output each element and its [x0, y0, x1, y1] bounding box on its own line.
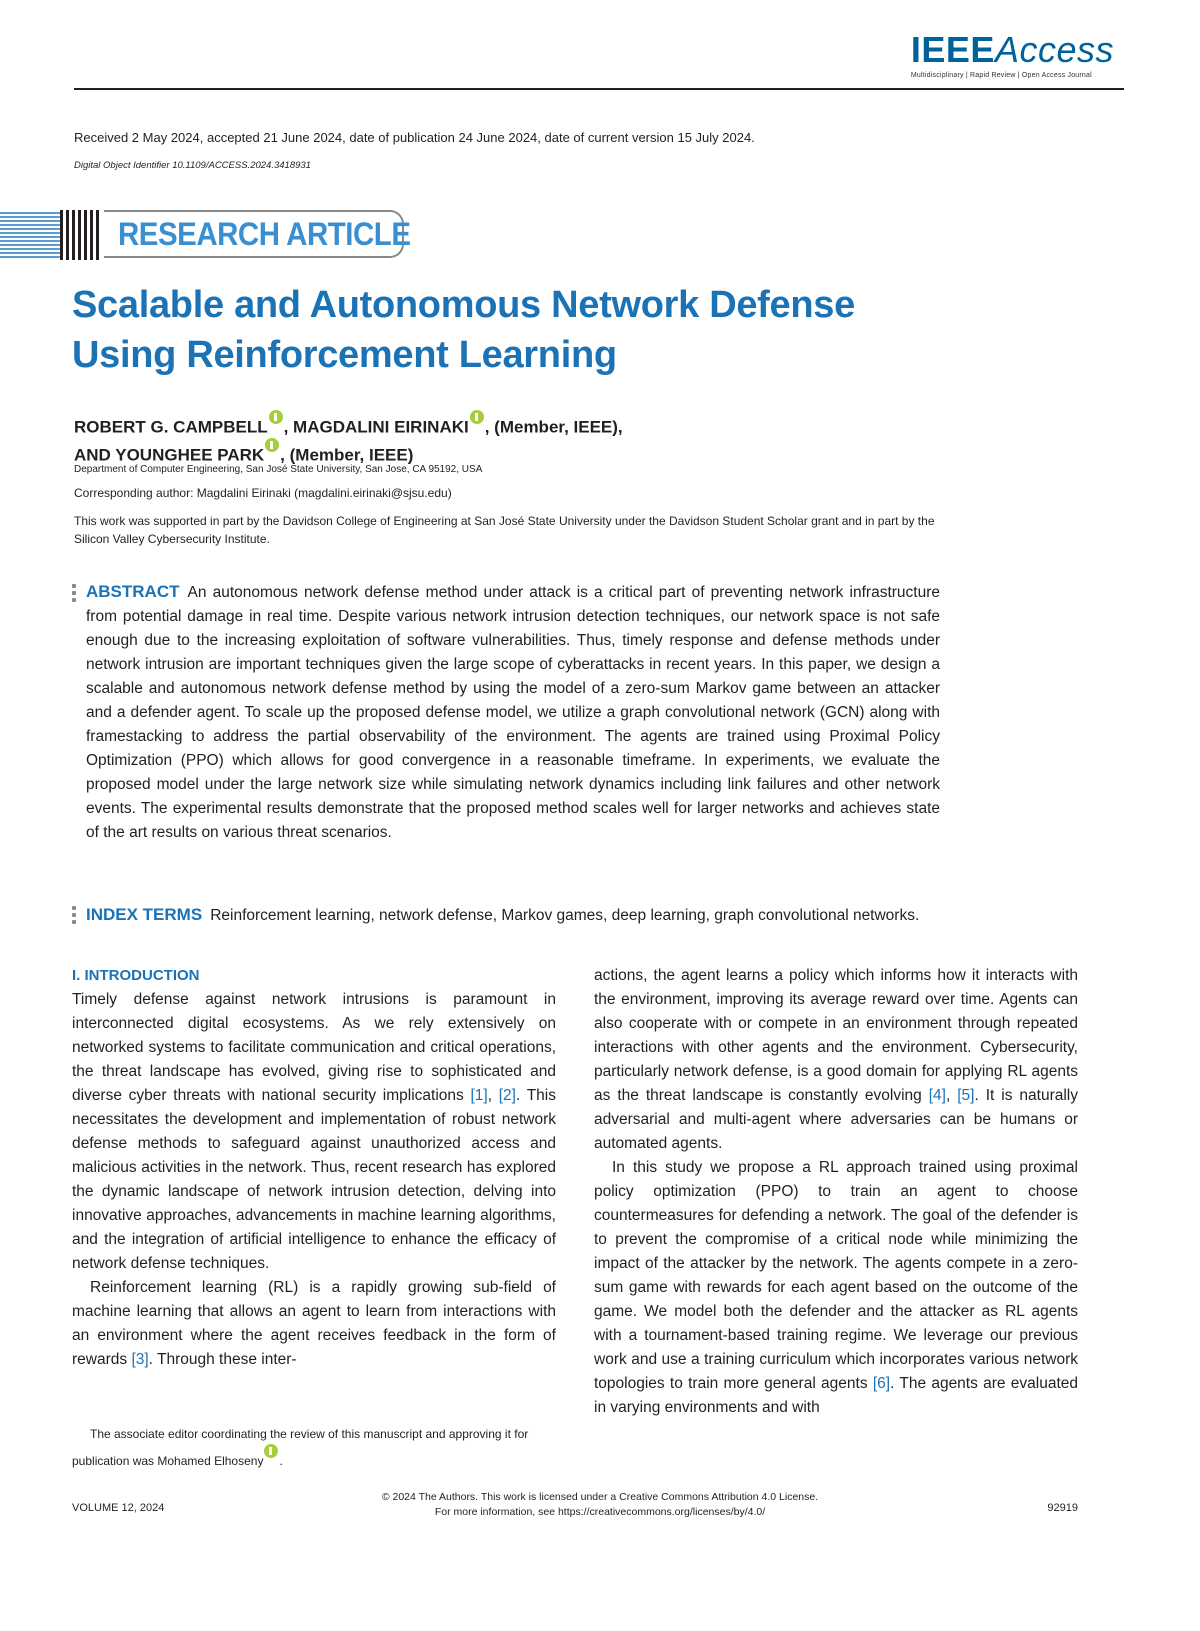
journal-logo — [910, 29, 1114, 79]
banner-bars — [60, 210, 102, 260]
intro-paragraph-3: In this study we propose a RL approach trained using proximal policy optimization (PPO) to train an agent to choose countermeasures for defending a network. The goal of the defender is to prevent the compromise of a critical node while minimizing the impact of the attacker by the network. The agents compete in a zero-sum game with rewards for each agent based on the outcome of the game. We model both the defender and the attacker as RL agents with a tournament-based training regime. We leverage our previous work and use a training curriculum which incorporates various network topologies to train more general agents [6]. The agents are evaluated in varying environments and with — [594, 1159, 1078, 1416]
logo-ieee: IEEE — [910, 29, 995, 70]
citation-link[interactable]: [2] — [498, 1087, 516, 1104]
author-park: AND YOUNGHEE PARK — [74, 445, 265, 465]
doi: Digital Object Identifier 10.1109/ACCESS.2024.3418931 — [74, 160, 311, 171]
page-number: 92919 — [1047, 1502, 1078, 1514]
orcid-icon[interactable] — [264, 1444, 278, 1458]
logo-tagline: Multidisciplinary | Rapid Review | Open Access Journal — [910, 72, 1092, 79]
index-terms-label: INDEX TERMS — [86, 905, 203, 924]
title-line-2: Using Reinforcement Learning — [72, 334, 617, 376]
index-terms — [86, 903, 940, 928]
abstract-dots-icon — [72, 584, 78, 605]
intro-paragraph-1: Timely defense against network intrusions is paramount in interconnected digital ecosystems. As we rely extensively on networked systems to facilitate communication and critical operations, the threat landscape has evolved, giving rise to sophisticated and diverse cyber threats with national security implications [1], [2]. This necessitates the development and implementation of robust network defense methods to safeguard against unauthorized access and malicious activities in the network. Thus, recent research has explored the dynamic landscape of network intrusion detection, delving into innovative approaches, advancements in machine learning algorithms, and the integration of artificial intelligence to enhance the efficacy of network defense techniques. — [72, 991, 556, 1272]
citation-link[interactable]: [6] — [872, 1375, 891, 1392]
author-eirinaki: , MAGDALINI EIRINAKI — [283, 417, 469, 437]
funding-note: This work was supported in part by the Davidson College of Engineering at San José State University under the Davidson Student Scholar grant and in part by the Silicon Valley Cybersecurity Institute. — [74, 514, 935, 546]
citation-link[interactable]: [3] — [131, 1351, 149, 1368]
header-divider — [74, 88, 1124, 90]
logo-access: Access — [994, 29, 1114, 70]
abstract-label: ABSTRACT — [86, 582, 180, 601]
section-heading: I. INTRODUCTION — [72, 967, 200, 984]
left-column — [72, 964, 556, 1372]
abstract — [86, 580, 940, 845]
intro-paragraph-2: Reinforcement learning (RL) is a rapidly growing sub-field of machine learning that allows an agent to learn from interactions with an environment where the agent receives feedback in the form of rewards [3]. Through these inter- — [72, 1279, 556, 1368]
volume-label: VOLUME 12, 2024 — [72, 1502, 165, 1514]
citation-link[interactable]: [5] — [957, 1087, 975, 1104]
title-line-1: Scalable and Autonomous Network Defense — [72, 284, 855, 326]
orcid-icon[interactable] — [470, 410, 484, 424]
abstract-text: An autonomous network defense method under attack is a critical part of preventing network infrastructure from potential damage in real time. Despite various network intrusion detection techniques, our network space is not safe enough due to the increasing exploitation of software vulnerabilities. Thus, timely response and defense methods under network intrusion are important techniques given the large scope of cyberattacks in recent years. In this paper, we design a scalable and autonomous network defense method by using the model of a zero-sum Markov game between an attacker and a defender agent. To scale up the proposed defense model, we utilize a graph convolutional network (GCN) along with framestacking to address the partial observability of the environment. The agents are trained using Proximal Policy Optimization (PPO) which allows for good convergence in a reasonable timeframe. In experiments, we evaluate the proposed model under the large network size while simulating network dynamics including link failures and other network events. The experimental results demonstrate that the proposed method scales well for larger networks and achieves state of the art results on various threat scenarios. — [86, 584, 940, 841]
license-notice — [0, 1490, 1200, 1520]
affiliation: Department of Computer Engineering, San José State University, San Jose, CA 95192, USA — [74, 464, 483, 475]
author-park-suffix: , (Member, IEEE) — [280, 445, 414, 465]
editor-footnote: The associate editor coordinating the review of this manuscript and approving it for publication was Mohamed Elhoseny . — [72, 1427, 529, 1468]
author-campbell: ROBERT G. CAMPBELL — [74, 417, 268, 437]
article-type-label: RESEARCH ARTICLE — [118, 216, 411, 252]
index-terms-text: Reinforcement learning, network defense, Markov games, deep learning, graph convolutional networks. — [210, 907, 920, 924]
license-line-2[interactable]: For more information, see https://creativecommons.org/licenses/by/4.0/ — [434, 1506, 766, 1518]
author-list — [74, 412, 974, 467]
index-dots-icon — [72, 906, 78, 927]
citation-link[interactable]: [4] — [928, 1087, 946, 1104]
intro-paragraph-2-cont: actions, the agent learns a policy which informs how it interacts with the environment, improving its average reward over time. Agents can also cooperate with or compete in an environment through repeated interactions with other agents and the environment. Cybersecurity, particularly network defense, is a good domain for applying RL agents as the threat landscape is constantly evolving [4], [5]. It is naturally adversarial and multi-agent where adversaries can be humans or automated agents. — [594, 967, 1078, 1152]
received-dates: Received 2 May 2024, accepted 21 June 2024, date of publication 24 June 2024, date of current version 15 July 2024. — [74, 130, 755, 145]
citation-link[interactable]: [1] — [470, 1087, 488, 1104]
orcid-icon[interactable] — [269, 410, 283, 424]
author-eirinaki-suffix: , (Member, IEEE), — [484, 417, 623, 437]
orcid-icon[interactable] — [265, 438, 279, 452]
corresponding-author: Corresponding author: Magdalini Eirinaki (magdalini.eirinaki@sjsu.edu) — [74, 486, 452, 500]
article-title — [72, 280, 972, 380]
right-column — [594, 964, 1078, 1420]
license-line-1: © 2024 The Authors. This work is licensed under a Creative Commons Attribution 4.0 License. — [381, 1491, 819, 1503]
